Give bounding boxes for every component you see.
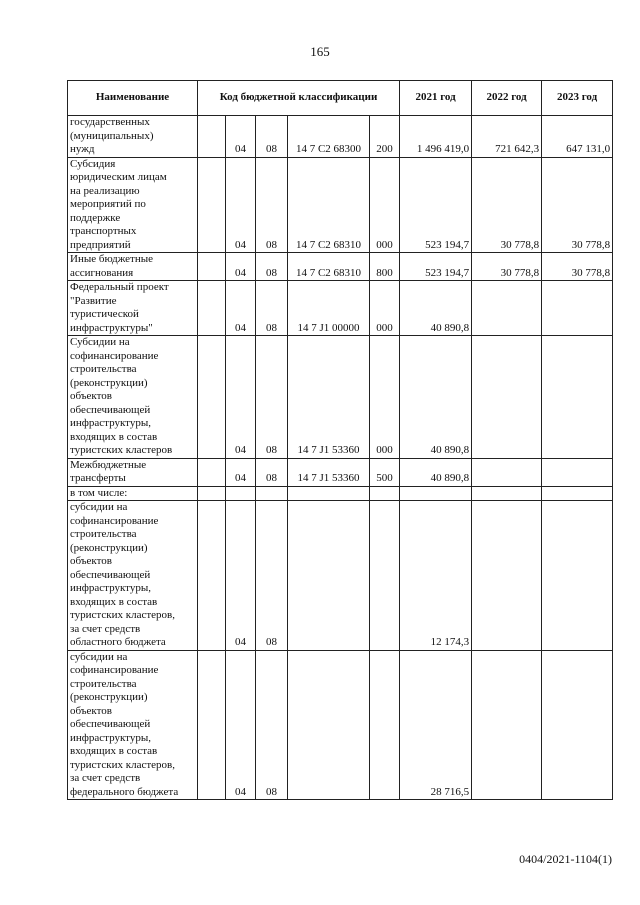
- amount-2021-cell: 1 496 419,0: [400, 116, 472, 158]
- expense-type-cell: [370, 486, 400, 501]
- header-name: Наименование: [68, 81, 198, 116]
- expense-type-cell: 000: [370, 157, 400, 253]
- blank-cell: [198, 116, 226, 158]
- page-number: 165: [310, 44, 330, 59]
- amount-2022-cell: 30 778,8: [472, 157, 542, 253]
- amount-2023-cell: [542, 336, 613, 459]
- subsection-code-cell: 08: [256, 253, 288, 281]
- blank-cell: [198, 486, 226, 501]
- amount-2021-cell: 523 194,7: [400, 157, 472, 253]
- table-row: [68, 116, 613, 158]
- budget-table: [67, 80, 613, 800]
- expense-type-cell: [370, 501, 400, 651]
- subsection-code-cell: 08: [256, 458, 288, 486]
- expense-type-cell: 200: [370, 116, 400, 158]
- blank-cell: [198, 157, 226, 253]
- amount-2022-cell: [472, 486, 542, 501]
- expense-type-cell: 000: [370, 281, 400, 336]
- table-row: [68, 650, 613, 800]
- expense-type-cell: 800: [370, 253, 400, 281]
- amount-2023-cell: [542, 458, 613, 486]
- table-row: [68, 501, 613, 651]
- expense-type-cell: [370, 650, 400, 800]
- target-article-cell: 14 7 J1 00000: [288, 281, 370, 336]
- amount-2023-cell: [542, 501, 613, 651]
- row-name-cell: государственных (муниципальных) нужд: [68, 116, 198, 158]
- subsection-code-cell: 08: [256, 281, 288, 336]
- row-name-cell: Субсидии на софинансирование строительства (реконструкции) объектов обеспечивающей инфраструктуры, входящих в состав туристских кластеров: [68, 336, 198, 459]
- table-header-row: [68, 81, 613, 116]
- amount-2023-cell: 647 131,0: [542, 116, 613, 158]
- subsection-code-cell: [256, 486, 288, 501]
- target-article-cell: 14 7 J1 53360: [288, 336, 370, 459]
- blank-cell: [198, 458, 226, 486]
- section-code-cell: 04: [226, 253, 256, 281]
- header-2022: 2022 год: [472, 81, 542, 116]
- amount-2023-cell: [542, 486, 613, 501]
- section-code-cell: [226, 486, 256, 501]
- amount-2022-cell: [472, 501, 542, 651]
- section-code-cell: 04: [226, 501, 256, 651]
- row-name-cell: Федеральный проект "Развитие туристической инфраструктуры": [68, 281, 198, 336]
- amount-2021-cell: 40 890,8: [400, 281, 472, 336]
- amount-2021-cell: 40 890,8: [400, 336, 472, 459]
- amount-2021-cell: 12 174,3: [400, 501, 472, 651]
- blank-cell: [198, 650, 226, 800]
- header-2021: 2021 год: [400, 81, 472, 116]
- target-article-cell: 14 7 C2 68300: [288, 116, 370, 158]
- section-code-cell: 04: [226, 650, 256, 800]
- table-body: [68, 116, 613, 800]
- section-code-cell: 04: [226, 116, 256, 158]
- table-row: [68, 336, 613, 459]
- amount-2023-cell: 30 778,8: [542, 253, 613, 281]
- header-code: Код бюджетной классификации: [198, 81, 400, 116]
- amount-2023-cell: 30 778,8: [542, 157, 613, 253]
- target-article-cell: [288, 501, 370, 651]
- amount-2021-cell: 523 194,7: [400, 253, 472, 281]
- table-row: [68, 281, 613, 336]
- expense-type-cell: 500: [370, 458, 400, 486]
- target-article-cell: 14 7 J1 53360: [288, 458, 370, 486]
- subsection-code-cell: 08: [256, 501, 288, 651]
- row-name-cell: в том числе:: [68, 486, 198, 501]
- row-name-cell: субсидии на софинансирование строительства (реконструкции) объектов обеспечивающей инфраструктуры, входящих в состав туристских кластеров, за счет средств федерального бюджета: [68, 650, 198, 800]
- blank-cell: [198, 281, 226, 336]
- amount-2022-cell: 721 642,3: [472, 116, 542, 158]
- section-code-cell: 04: [226, 336, 256, 459]
- expense-type-cell: 000: [370, 336, 400, 459]
- table-row: [68, 253, 613, 281]
- document-code: 0404/2021-1104(1): [519, 852, 612, 866]
- header-2023: 2023 год: [542, 81, 613, 116]
- target-article-cell: [288, 486, 370, 501]
- amount-2021-cell: [400, 486, 472, 501]
- amount-2022-cell: 30 778,8: [472, 253, 542, 281]
- subsection-code-cell: 08: [256, 157, 288, 253]
- amount-2021-cell: 40 890,8: [400, 458, 472, 486]
- row-name-cell: Иные бюджетные ассигнования: [68, 253, 198, 281]
- target-article-cell: 14 7 C2 68310: [288, 157, 370, 253]
- amount-2022-cell: [472, 281, 542, 336]
- amount-2023-cell: [542, 650, 613, 800]
- table-row: [68, 458, 613, 486]
- row-name-cell: субсидии на софинансирование строительства (реконструкции) объектов обеспечивающей инфраструктуры, входящих в состав туристских кластеров, за счет средств областного бюджета: [68, 501, 198, 651]
- section-code-cell: 04: [226, 458, 256, 486]
- target-article-cell: [288, 650, 370, 800]
- amount-2021-cell: 28 716,5: [400, 650, 472, 800]
- subsection-code-cell: 08: [256, 650, 288, 800]
- amount-2022-cell: [472, 336, 542, 459]
- row-name-cell: Межбюджетные трансферты: [68, 458, 198, 486]
- blank-cell: [198, 501, 226, 651]
- amount-2022-cell: [472, 458, 542, 486]
- subsection-code-cell: 08: [256, 336, 288, 459]
- table-row: [68, 486, 613, 501]
- target-article-cell: 14 7 C2 68310: [288, 253, 370, 281]
- amount-2022-cell: [472, 650, 542, 800]
- blank-cell: [198, 253, 226, 281]
- blank-cell: [198, 336, 226, 459]
- section-code-cell: 04: [226, 157, 256, 253]
- subsection-code-cell: 08: [256, 116, 288, 158]
- amount-2023-cell: [542, 281, 613, 336]
- row-name-cell: Субсидия юридическим лицам на реализацию мероприятий по поддержке транспортных предприятий: [68, 157, 198, 253]
- section-code-cell: 04: [226, 281, 256, 336]
- table-row: [68, 157, 613, 253]
